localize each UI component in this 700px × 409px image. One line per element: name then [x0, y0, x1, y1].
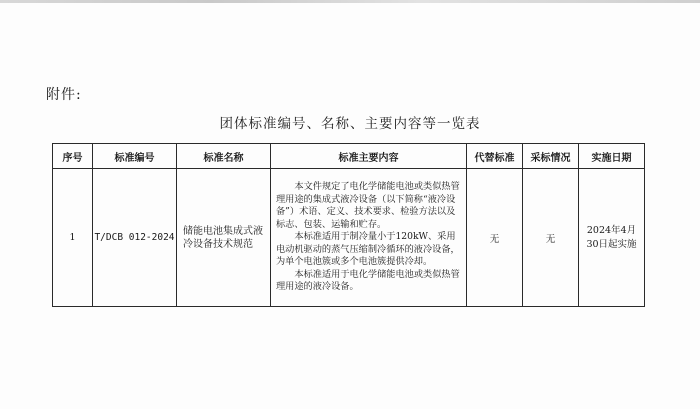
content-paragraph-3: 本标准适用于电化学储能电池或类似热管理用途的液冷设备。 — [276, 268, 460, 293]
standards-table — [52, 143, 645, 307]
cell-adoption: 无 — [523, 169, 579, 307]
document-title: 团体标准编号、名称、主要内容等一览表 — [219, 116, 481, 132]
attachment-label: 附件: — [46, 87, 82, 103]
cell-index: 1 — [53, 169, 93, 307]
header-replaces: 代替标准 — [467, 144, 523, 169]
cell-code: T/DCB 012-2024 — [93, 169, 177, 307]
header-effective-date: 实施日期 — [579, 144, 645, 169]
cell-effective-date: 2024年4月30日起实施 — [579, 169, 645, 307]
table-row — [53, 169, 645, 307]
cell-replaces: 无 — [467, 169, 523, 307]
content-paragraph-1: 本文件规定了电化学储能电池或类似热管理用途的集成式液冷设备（以下简称“液冷设备”）术语、定义、技术要求、检验方法以及标志、包装、运输和贮存。 — [276, 181, 460, 230]
content-paragraph-2: 本标准适用于制冷量小于120kW、采用电动机驱动的蒸气压缩制冷循环的液冷设备，为单个电池簇或多个电池簇提供冷却。 — [276, 231, 460, 268]
header-code: 标准编号 — [93, 144, 177, 169]
header-adoption: 采标情况 — [523, 144, 579, 169]
cell-name: 储能电池集成式液冷设备技术规范 — [177, 169, 271, 307]
scan-top-edge — [0, 0, 700, 3]
cell-content — [271, 169, 467, 307]
table-header-row — [53, 144, 645, 169]
header-content: 标准主要内容 — [271, 144, 467, 169]
header-name: 标准名称 — [177, 144, 271, 169]
header-index: 序号 — [53, 144, 93, 169]
